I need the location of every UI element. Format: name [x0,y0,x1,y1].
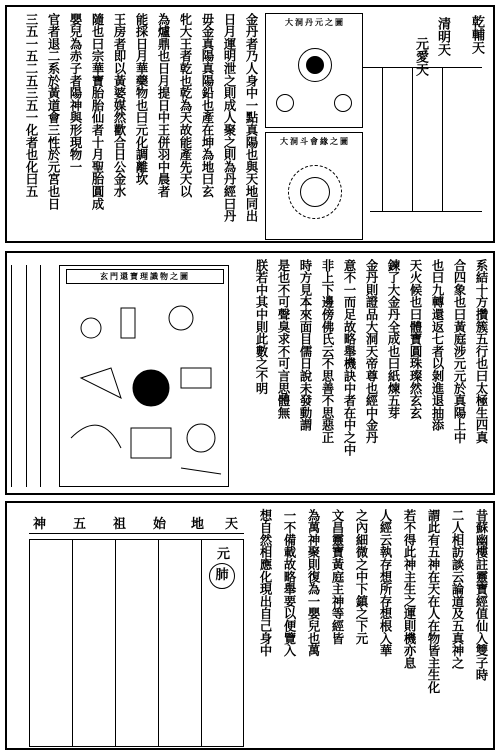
table-rule [29,533,244,534]
panel1-text [9,11,259,239]
figure-caption: 大洞丹元之圖 [285,17,345,27]
text-column: 二人相訪談云論道及五真神之 [450,509,465,669]
organ-label: 肺 [215,568,229,583]
lineage-rule [370,211,482,212]
text-column: 時方見本來面目儒日說未發動謂 [298,259,313,432]
lineage-rule [412,67,413,211]
figure-dou-hui [265,132,363,240]
text-column: 一不備載故略舉要以便覽入 [282,509,297,657]
table-header-cell: 五 [73,517,87,532]
text-column: 金丹則證品大洞天帝尊也經中金丹 [364,259,379,444]
table-header-cell: 地 [191,517,205,532]
lineage-top-title: 乾輔天 [469,15,484,54]
figure-circle [288,165,342,219]
table-header-cell: 始 [153,517,167,532]
organ-circle [209,563,235,589]
lineage-rule [362,67,482,68]
text-column: 鍊了大金丹全成也曰紙煉五芽 [386,259,401,419]
text-column: 為萬神聚則復為一嬰兒也萬 [306,509,321,657]
text-column: 也曰九轉還返七者以剝進退抽添 [430,259,445,432]
text-column: 三五一五二五三五一化者也化曰五 [24,13,39,198]
panel-3 [5,501,495,750]
text-column: 謂此有五神在天在人在物皆主生化 [426,509,441,694]
text-column: 官者退二系於黃道會三性於元宮也日 [46,13,61,210]
text-column: 合四象也曰黃庭涉元元於真陽上中 [452,259,467,444]
text-column: 日月運明泄之則成人聚之則為丹經曰丹 [222,13,237,223]
figure-circle [276,94,294,112]
lineage-col1-title: 清明天 [435,17,450,56]
figure-caption: 大洞斗會緣之圖 [280,136,350,146]
lineage-table [362,11,487,239]
table-rule [72,539,73,747]
table-rule [201,539,202,747]
text-column: 金丹者乃人身中一點真陽也與天地同出 [244,13,259,223]
text-column: 為爐鼎也日月提日中王併羽中晨者 [156,13,171,198]
text-column: 朕若中其中則此數之不明 [254,259,269,395]
lineage-rule [442,67,443,211]
text-column: 昔蘇幽樓註靈寶經值仙入雙子時 [474,509,489,682]
table-header-cell: 天 [225,517,239,532]
text-column: 若不得此神主生之運則機亦息 [402,509,417,669]
table-subheader: 元 [217,547,231,562]
text-column: 嬰兒為赤子者陽神與形現物一 [68,13,83,173]
table-header-row [29,511,244,533]
text-column: 王房者即以黃婆媒然歡合日公金水 [112,13,127,198]
figure-caption: 玄門還寶理識物之圖 [66,269,224,284]
text-column: 人經云執存想所存想根入華 [378,509,393,657]
figure-ritual-objects [59,265,229,487]
figure-dan-yuan [265,13,363,128]
table-rule [115,539,116,747]
figure-circle [306,56,324,74]
panel3-text [249,507,489,747]
text-column: 天火候也曰體寶圓珠璨然玄玄 [408,259,423,419]
figure-circle [334,94,352,112]
annotation-strip [11,265,54,487]
annotation-rule [40,265,41,487]
text-column: 非上下邊傍佛氏云不思善不思惡正 [320,259,335,444]
panel-2 [5,251,495,495]
text-column: 想自然相應化現出自己身中 [258,509,273,657]
text-column: 毋金真陽真陽鉛也產在坤為地曰玄 [200,13,215,198]
text-column: 系結十方攢簇五行也曰太極生四真 [474,259,489,444]
table-rule [158,539,159,747]
panel-1 [5,5,495,243]
lineage-col2-title: 元愛天 [413,37,428,76]
table-header-cell: 祖 [113,517,127,532]
text-column: 隨也曰宗華寶胎胎仙者十月聖胎圓成 [90,13,105,210]
text-column: 牝大王者乾也乾為天故能產先天以 [178,13,193,198]
text-column: 意不一而足故略舉機訣中者在中之中 [342,259,357,456]
panel2-text [239,257,489,493]
ritual-objects-illustration [61,288,227,484]
text-column: 文昌靈寶黃庭主神等經皆 [330,509,345,645]
five-gods-table [29,511,244,747]
text-column: 能採日月華藥物也曰元化調離坎 [134,13,149,186]
text-column: 是也不可聲臭求不可言思體無 [276,259,291,419]
text-column: 之內細微之中下鎮之下元 [354,509,369,645]
table-header-cell: 神 [33,517,47,532]
annotation-rule [26,265,27,487]
lineage-rule [382,67,383,211]
